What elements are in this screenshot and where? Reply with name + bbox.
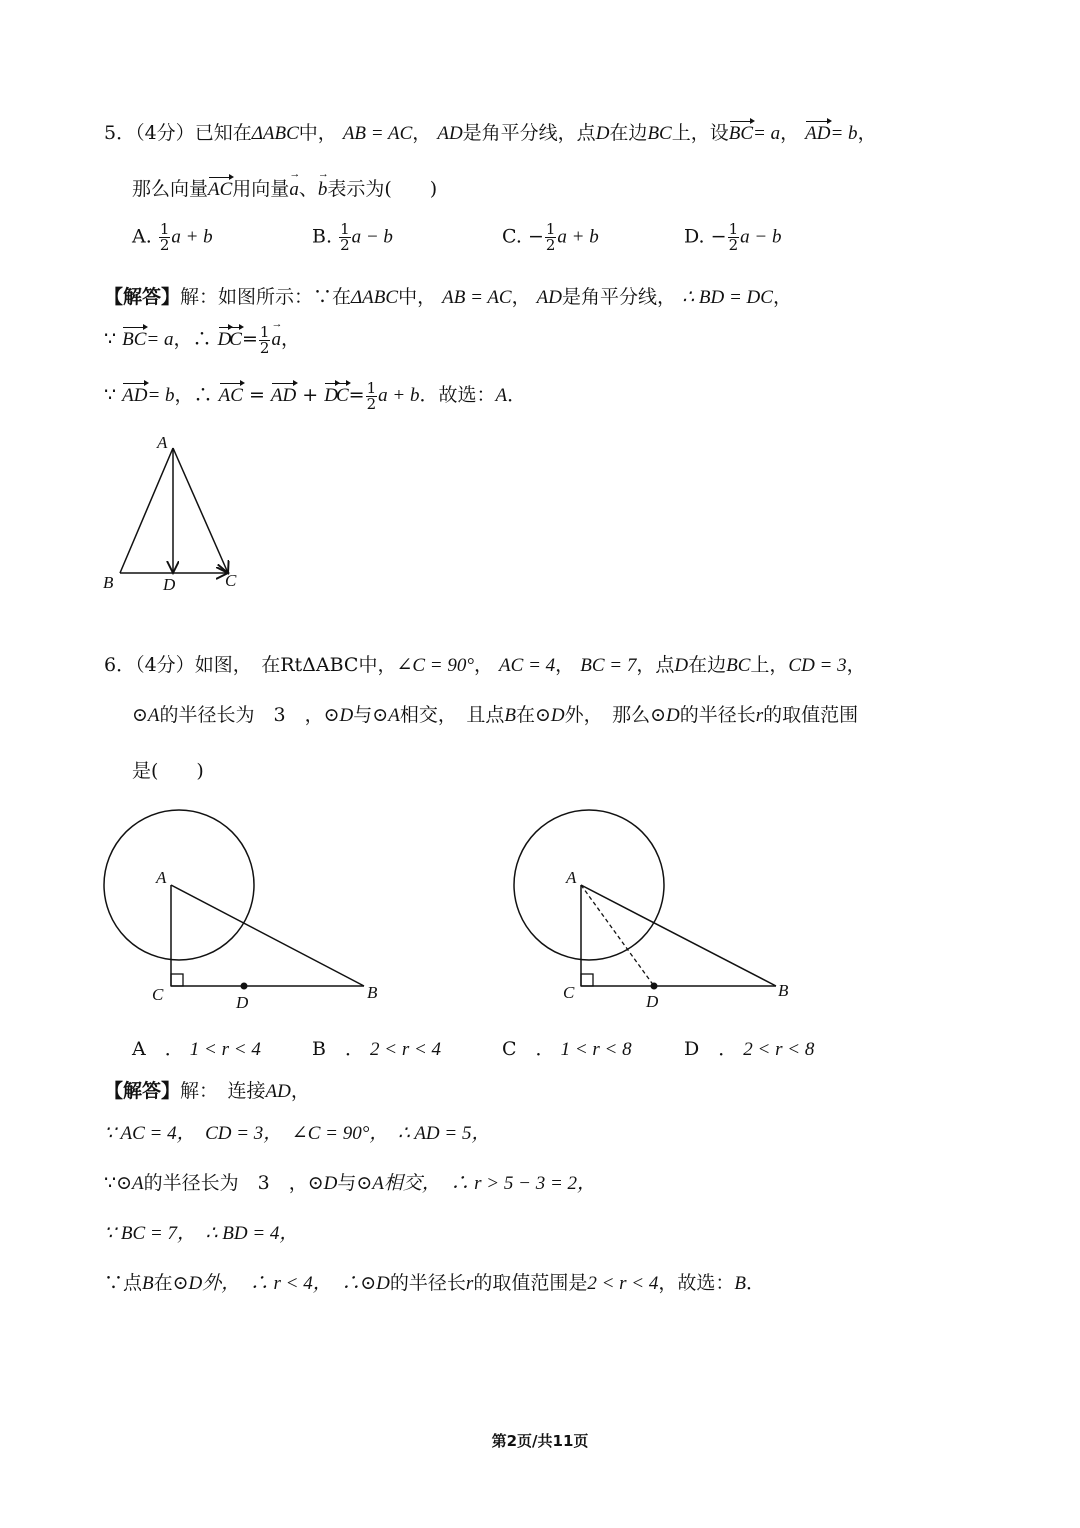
q5-solution-line3: ∵ AD= b，∴ AC = AD + DC= $\frac{1}{2}$ a + b．故选：A． bbox=[104, 378, 527, 413]
right-angle-mark bbox=[171, 974, 183, 986]
label-c: C bbox=[152, 985, 164, 1004]
q5-option-c[interactable]: C. − $\frac{1}{2}$ a + b bbox=[502, 220, 599, 254]
vector-dc: D bbox=[217, 329, 232, 350]
label-a: A bbox=[156, 868, 167, 887]
circle-a bbox=[514, 810, 664, 960]
point-d bbox=[651, 983, 658, 990]
solution-tag: 【解答】 bbox=[104, 1080, 181, 1102]
label-d: D bbox=[236, 993, 249, 1012]
label-b: B bbox=[778, 981, 789, 1000]
label-d: D bbox=[163, 575, 176, 594]
q6-option-b[interactable]: B ． 2 < r < 4 bbox=[312, 1038, 442, 1060]
q6-solution-line5: ∵点B在⊙D外， ∴ r < 4， ∴⊙D的半径长r的取值范围是2 < r < 4，故选：B． bbox=[104, 1272, 766, 1294]
q5-option-d[interactable]: D. − $\frac{1}{2}$ a − b bbox=[684, 220, 782, 254]
q6-option-c[interactable]: C ． 1 < r < 8 bbox=[502, 1038, 632, 1060]
label-a: A bbox=[566, 868, 577, 887]
circle-a bbox=[104, 810, 254, 960]
q5-solution-line2: ∵ BC= a，∴ DC= $\frac{1}{2}$ a →， bbox=[104, 324, 300, 356]
q5-stem-line1: 5．（4分）已知在ΔABC中， AB = AC， AD是角平分线，点D在边BC上，设BC= a， AD= b， bbox=[104, 122, 877, 144]
page-number: 第2页/共11页 bbox=[491, 1432, 589, 1450]
label-b: B bbox=[367, 983, 378, 1002]
q6-option-d[interactable]: D ． 2 < r < 8 bbox=[684, 1038, 815, 1060]
label-d: D bbox=[646, 992, 659, 1011]
q5-triangle-figure bbox=[100, 430, 260, 600]
right-angle-mark bbox=[581, 974, 593, 986]
point-d bbox=[241, 983, 248, 990]
q6-figure-right bbox=[508, 805, 808, 1020]
q5-stem-line2: 那么向量AC用向量a →、b →表示为( ) bbox=[132, 174, 437, 201]
q6-solution-line2: ∵ AC = 4， CD = 3， ∠C = 90°， ∴ AD = 5， bbox=[104, 1123, 491, 1144]
q6-stem-line3: 是( ) bbox=[132, 760, 204, 782]
vector-ac: AC bbox=[208, 179, 233, 200]
label-a: A bbox=[157, 433, 168, 452]
q5-solution-line1: 【解答】解：如图所示：∵在ΔABC中， AB = AC， AD是角平分线， ∴ BD = DC， bbox=[104, 286, 792, 308]
q6-solution-line1: 【解答】解： 连接AD， bbox=[104, 1080, 310, 1102]
q6-option-a[interactable]: A ． 1 < r < 4 bbox=[132, 1038, 261, 1060]
q5-option-a[interactable]: A. $\frac{1}{2}$ a + b bbox=[132, 220, 213, 254]
label-c: C bbox=[225, 571, 237, 590]
q5-option-b[interactable]: B. $\frac{1}{2}$ a − b bbox=[312, 220, 393, 254]
q6-stem-line1: 6．（4分）如图， 在RtΔABC中，∠C = 90°， AC = 4， BC = 7，点D在边BC上，CD = 3， bbox=[104, 654, 866, 676]
vector-bc: BC bbox=[728, 123, 754, 144]
q6-stem-line2: ⊙A的半径长为 3 ，⊙D与⊙A相交， 且点B在⊙D外， 那么⊙D的半径长r的取值范围 bbox=[132, 704, 859, 726]
vector-ad: AD bbox=[805, 123, 831, 144]
label-b: B bbox=[103, 573, 114, 592]
segment-ad-dashed bbox=[581, 885, 654, 986]
side-ab bbox=[581, 885, 776, 986]
q6-solution-line3: ∵⊙A的半径长为 3 ，⊙D与⊙A相交， ∴ r > 5 − 3 = 2， bbox=[104, 1172, 597, 1194]
label-c: C bbox=[563, 983, 575, 1002]
side-ab bbox=[171, 885, 364, 986]
q6-solution-line4: ∵ BC = 7， ∴ BD = 4， bbox=[104, 1223, 299, 1244]
side-ab bbox=[120, 448, 173, 573]
q6-figure-left bbox=[98, 805, 398, 1020]
side-ac bbox=[173, 448, 228, 573]
solution-tag: 【解答】 bbox=[104, 286, 181, 308]
